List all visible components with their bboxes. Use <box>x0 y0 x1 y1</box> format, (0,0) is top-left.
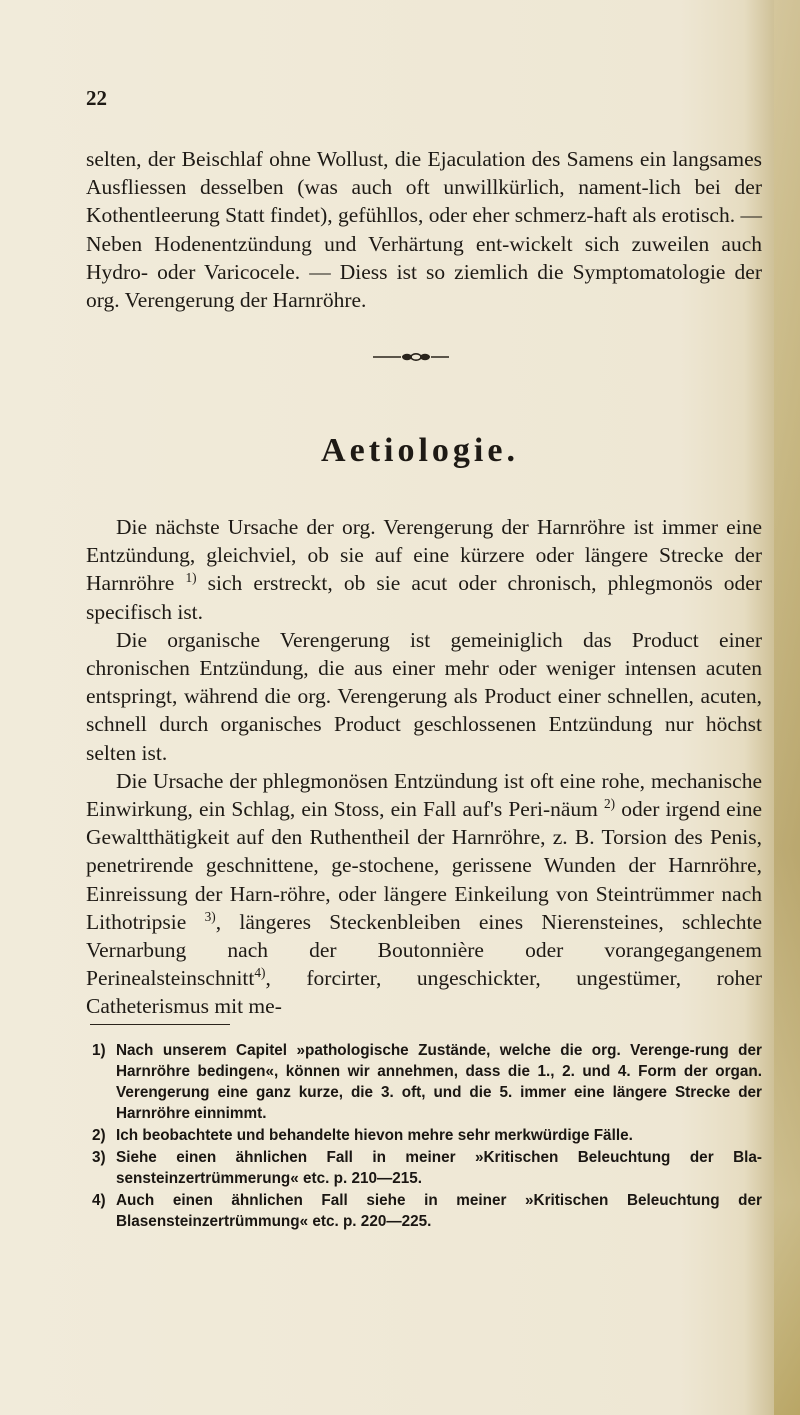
paragraph-phlegmonous-text-c: , längeres Steckenbleiben eines Nierensteines, schlechte Vernarbung nach der Boutonnière oder vorangegangenem Perinealsteinschnitt <box>86 909 762 991</box>
page-number: 22 <box>86 86 107 110</box>
page-edge-shading <box>774 0 800 1415</box>
footnotes <box>86 1040 762 1233</box>
paragraph-phlegmonous-text-b: oder irgend eine Gewaltthätigkeit auf den Ruthentheil der Harnröhre, z. B. Torsion des Penis, penetrirende geschnittene, ge-stochene, gerissene Wunden der Harnröhre, Einreissung der Harn-röhre, oder längere Einkeilung von Steintrümmer nach Lithotripsie <box>86 797 762 934</box>
footnote-text: Nach unserem Capitel »pathologische Zustände, welche die org. Verenge-rung der Harnröhre bedingen«, können wir annehmen, dass die 1., 2. und 4. Form der organ. Verengerung eine ganz kurze, die 3. oft, und die 5. immer eine längere Strecke der Harnröhre einnimmt. <box>116 1042 762 1122</box>
footnote-text: Siehe einen ähnlichen Fall in meiner »Kritischen Beleuchtung der Bla-sensteinzertrümmerung« etc. p. 210—215. <box>116 1149 762 1187</box>
ornament-divider <box>371 352 451 362</box>
section-heading: Aetiologie. <box>321 432 519 469</box>
paragraph-organic: Die organische Verengerung ist gemeiniglich das Product einer chronischen Entzündung, die aus einer mehr oder weniger intensen acuten entspringt, während die org. Verengerung als Product einer schnellen, acuten, schnell durch organisches Product geschlossenen Entzündung nur höchst selten ist. <box>86 627 762 765</box>
paragraph-cause-text-a: Die nächste Ursache der org. Verengerung der Harnröhre ist immer eine Entzündung, gleichviel, ob sie auf eine kürzere oder längere Strecke der Harnröhre <box>86 515 762 596</box>
footnote-ref-4: 4) <box>254 965 266 981</box>
body-text <box>86 513 762 1021</box>
footnote-4 <box>86 1190 762 1232</box>
footnote-rule <box>90 1024 230 1025</box>
paragraph-phlegmonous-text-a: Die Ursache der phlegmonösen Entzündung ist oft eine rohe, mechanische Einwirkung, ein Schlag, ein Stoss, ein Fall auf's Peri-näum <box>86 768 762 822</box>
footnote-marker: 4) <box>92 1192 106 1209</box>
footnote-ref-3: 3) <box>204 908 216 924</box>
footnote-marker: 1) <box>92 1042 106 1059</box>
paragraph-cause-text-b: sich erstreckt, ob sie acut oder chronisch, phlegmonös oder specifisch ist. <box>86 571 763 624</box>
footnote-marker: 2) <box>92 1127 106 1144</box>
footnote-3 <box>86 1147 762 1189</box>
footnote-text: Ich beobachtete und behandelte hievon mehre sehr merkwürdige Fälle. <box>116 1127 633 1144</box>
intro-paragraph: selten, der Beischlaf ohne Wollust, die Ejaculation des Samens ein langsames Ausfliessen desselben (was auch oft unwillkürlich, nament-lich bei der Kothentleerung Statt findet), gefühllos, oder eher schmerz-haft als erotisch. — Neben Hodenentzündung und Verhärtung ent-wickelt sich zuweilen auch Hydro- oder Varicocele. — Diess ist so ziemlich die Symptomatologie der org. Verengerung der Harnröhre. <box>86 147 762 313</box>
paragraph-phlegmonous <box>86 767 762 1021</box>
footnote-ref-1: 1) <box>185 570 197 586</box>
paragraph-cause <box>86 513 762 626</box>
footnote-text: Auch einen ähnlichen Fall siehe in meiner »Kritischen Beleuchtung der Blasensteinzertrümmung« etc. p. 220—225. <box>116 1192 762 1230</box>
paragraph-phlegmonous-text-d: , forcirter, ungeschickter, ungestümer, roher Catheterismus mit me- <box>86 966 762 1019</box>
footnote-marker: 3) <box>92 1149 106 1166</box>
footnote-2 <box>86 1125 762 1146</box>
footnote-1 <box>86 1040 762 1124</box>
footnote-ref-2: 2) <box>604 795 616 811</box>
